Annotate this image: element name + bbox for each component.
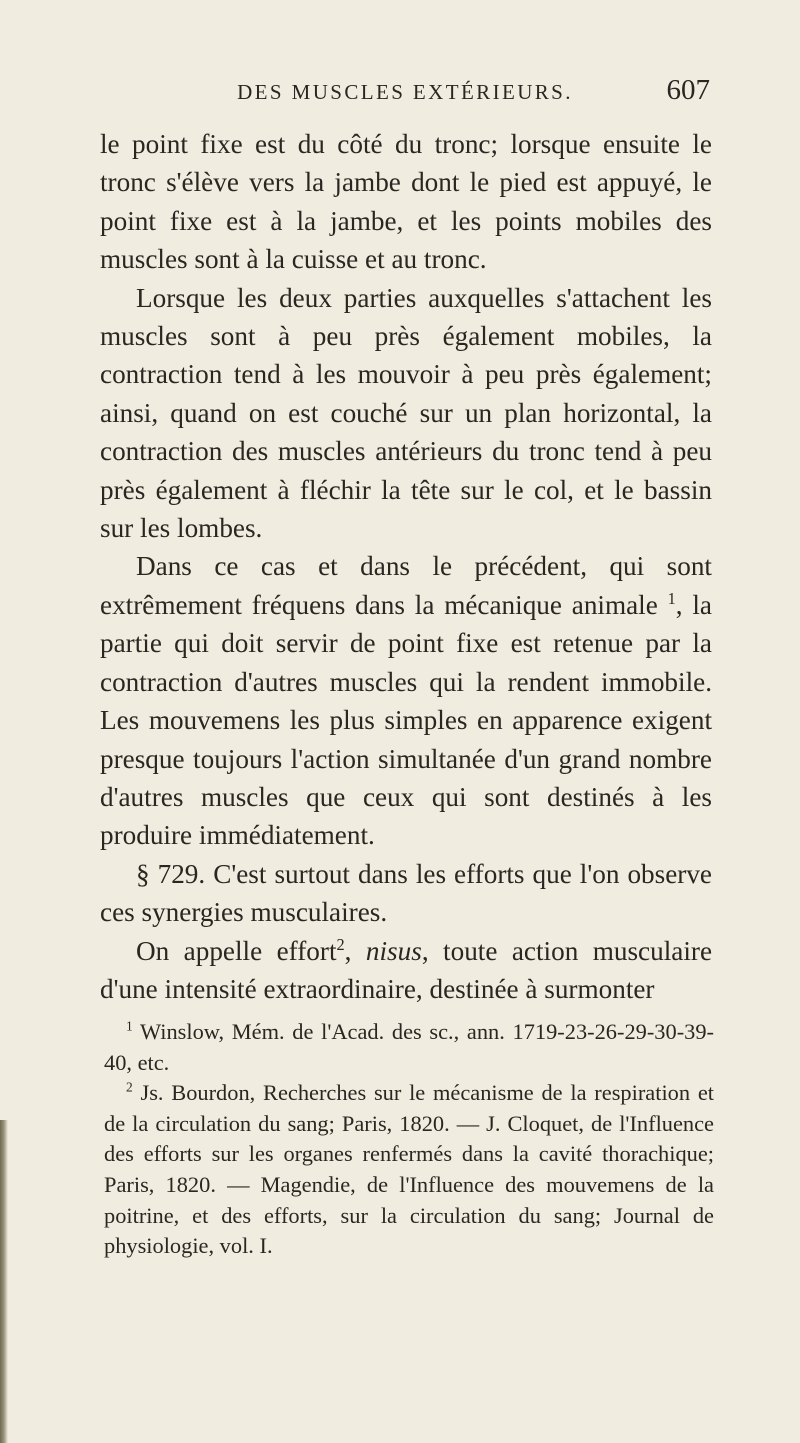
paragraph-3-text-a: Dans ce cas et dans le précédent, qui sont extrêmement fréquens dans la mécanique animale: [100, 551, 712, 620]
paragraph-5-text-a: On appelle effort: [136, 935, 337, 966]
paragraph-5-text-b: , toute action musculaire d'une intensité extraordinaire, destinée à surmonter: [100, 935, 713, 1004]
latin-term: nisus: [365, 935, 422, 966]
page-header: [100, 74, 710, 120]
footnote-ref-1: 1: [667, 588, 676, 608]
footnote-ref-2: 2: [336, 934, 345, 954]
footnotes: [104, 1017, 714, 1262]
paragraph-4: § 729. C'est surtout dans les efforts que l'on observe ces synergies musculaires.: [100, 858, 712, 928]
page-edge-shadow: [0, 1120, 8, 1443]
paragraph-2: Lorsque les deux parties auxquelles s'attachent les muscles sont à peu près également mobiles, la contraction tend à les mouvoir à peu près également; ainsi, quand on est couché sur un plan horizontal, la contraction des muscles antérieurs du tronc tend à peu près également à fléchir la tête sur le col, et le bassin sur les lombes.: [100, 282, 712, 544]
footnote-2-text: Js. Bourdon, Recherches sur le mécanisme de la respiration et de la circulation du sang; Paris, 1820. — J. Cloquet, de l'Influence des efforts sur les organes renfermés dans la cavité thorachique; Paris, 1820. — Magendie, de l'Influence des mouvemens de la poitrine, et des efforts, sur la circulation du sang; Journal de physiologie, vol. I.: [104, 1080, 714, 1259]
footnote-mark-1: 1: [126, 1018, 133, 1034]
footnote-1-text: Winslow, Mém. de l'Acad. des sc., ann. 1719-23-26-29-30-39-40, etc.: [104, 1019, 714, 1075]
paragraph-3-text-b: , la partie qui doit servir de point fixe est retenue par la contraction d'autres muscles qui la rendent immobile. Les mouvemens les plus simples en apparence exigent presque toujours l'action simultanée d'un grand nombre d'autres muscles que ceux qui sont destinés à les produire immédiatement.: [100, 589, 712, 851]
paragraph-5: [100, 932, 712, 1009]
paragraph-3: [100, 547, 712, 854]
main-text: [100, 125, 712, 1008]
footnote-mark-2: 2: [126, 1079, 133, 1095]
footnote-1: [104, 1017, 714, 1078]
paragraph-1: le point fixe est du côté du tronc; lorsque ensuite le tronc s'élève vers la jambe dont le pied est appuyé, le point fixe est à la jambe, et les points mobiles des muscles sont à la cuisse et au tronc.: [100, 129, 712, 275]
running-head: DES MUSCLES EXTÉRIEURS.: [237, 80, 573, 104]
page-number: 607: [666, 74, 710, 106]
footnote-2: [104, 1078, 714, 1262]
paragraph-5-separator: ,: [344, 935, 366, 966]
